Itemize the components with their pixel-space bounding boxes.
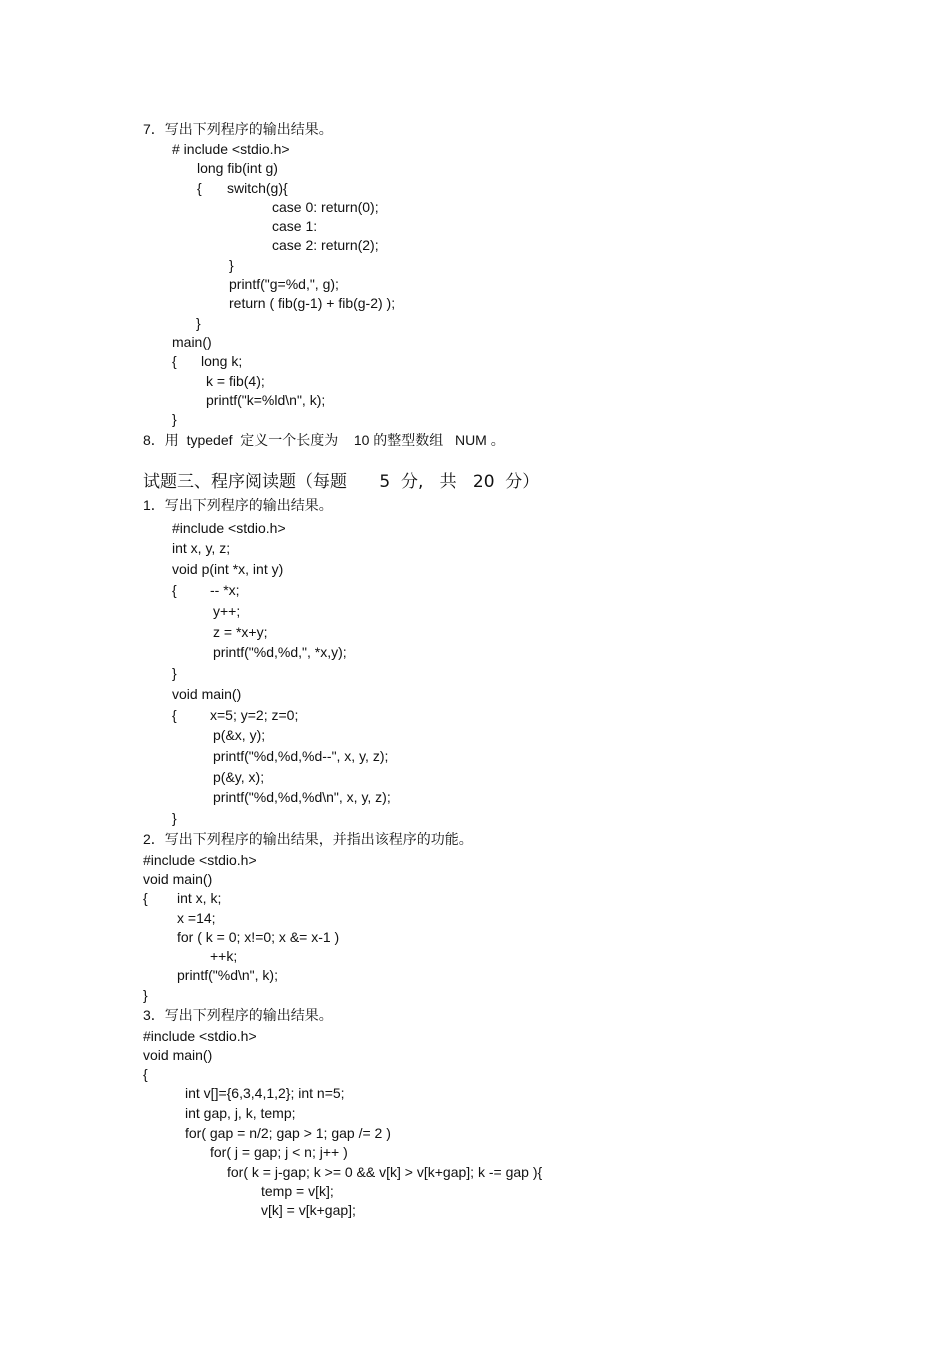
- code-line: {: [172, 582, 177, 598]
- code-line: }: [172, 411, 177, 427]
- code-line: {: [143, 890, 148, 906]
- code-line: p(&x, y);: [213, 727, 266, 743]
- section-heading: 试题三、程序阅读题（每题 5 分, 共 20 分）: [143, 472, 540, 492]
- code-line: printf("%d,%d,", *x,y);: [213, 644, 347, 660]
- code-line: void main(): [143, 1047, 213, 1063]
- q7-title: 7．写出下列程序的输出结果。: [143, 121, 333, 137]
- code-line: printf("g=%d,", g);: [229, 276, 339, 292]
- code-line: }: [229, 257, 234, 273]
- code-line: k = fib(4);: [206, 373, 265, 389]
- code-line: #include <stdio.h>: [143, 852, 257, 868]
- code-line: z = *x+y;: [213, 624, 268, 640]
- code-line: ++k;: [210, 948, 238, 964]
- code-line: # include <stdio.h>: [172, 141, 290, 157]
- code-line: #include <stdio.h>: [172, 520, 286, 536]
- code-line: case 0: return(0);: [272, 199, 379, 215]
- code-line: }: [143, 987, 148, 1003]
- code-line: printf("%d,%d,%d--", x, y, z);: [213, 748, 389, 764]
- code-line: void p(int *x, int y): [172, 561, 284, 577]
- code-line: {: [143, 1066, 148, 1082]
- code-line: x=5; y=2; z=0;: [210, 707, 299, 723]
- code-line: int gap, j, k, temp;: [185, 1105, 296, 1121]
- code-line: y++;: [213, 603, 241, 619]
- code-line: int x, k;: [177, 890, 222, 906]
- code-line: for ( k = 0; x!=0; x &= x-1 ): [177, 929, 340, 945]
- p2-title: 2．写出下列程序的输出结果，并指出该程序的功能。: [143, 831, 473, 847]
- p3-title: 3．写出下列程序的输出结果。: [143, 1007, 333, 1023]
- code-line: case 2: return(2);: [272, 237, 379, 253]
- code-line: -- *x;: [210, 582, 240, 598]
- code-line: long fib(int g): [197, 160, 278, 176]
- code-line: for( j = gap; j < n; j++ ): [210, 1144, 348, 1160]
- code-line: main(): [172, 334, 212, 350]
- code-line: return ( fib(g-1) + fib(g-2) );: [229, 295, 396, 311]
- code-line: {: [172, 707, 177, 723]
- code-line: printf("%d\n", k);: [177, 967, 278, 983]
- code-line: printf("%d,%d,%d\n", x, y, z);: [213, 789, 391, 805]
- code-line: }: [196, 315, 201, 331]
- p1-title: 1．写出下列程序的输出结果。: [143, 497, 333, 513]
- code-line: void main(): [143, 871, 213, 887]
- code-line: switch(g){: [227, 180, 288, 196]
- code-line: #include <stdio.h>: [143, 1028, 257, 1044]
- code-line: {: [172, 353, 177, 369]
- code-line: v[k] = v[k+gap];: [261, 1202, 356, 1218]
- code-line: }: [172, 810, 177, 826]
- code-line: for( k = j-gap; k >= 0 && v[k] > v[k+gap]; k -= gap ){: [227, 1164, 543, 1180]
- code-line: x =14;: [177, 910, 216, 926]
- code-line: void main(): [172, 686, 242, 702]
- code-line: long k;: [201, 353, 243, 369]
- code-line: for( gap = n/2; gap > 1; gap /= 2 ): [185, 1125, 391, 1141]
- code-line: p(&y, x);: [213, 769, 265, 785]
- code-line: int x, y, z;: [172, 540, 231, 556]
- q8-title: 8．用 typedef 定义一个长度为 10 的整型数组 NUM 。: [143, 432, 505, 448]
- code-line: int v[]={6,3,4,1,2}; int n=5;: [185, 1085, 345, 1101]
- code-line: }: [172, 665, 177, 681]
- code-line: {: [197, 180, 202, 196]
- code-line: temp = v[k];: [261, 1183, 334, 1199]
- code-line: printf("k=%ld\n", k);: [206, 392, 326, 408]
- code-line: case 1:: [272, 218, 318, 234]
